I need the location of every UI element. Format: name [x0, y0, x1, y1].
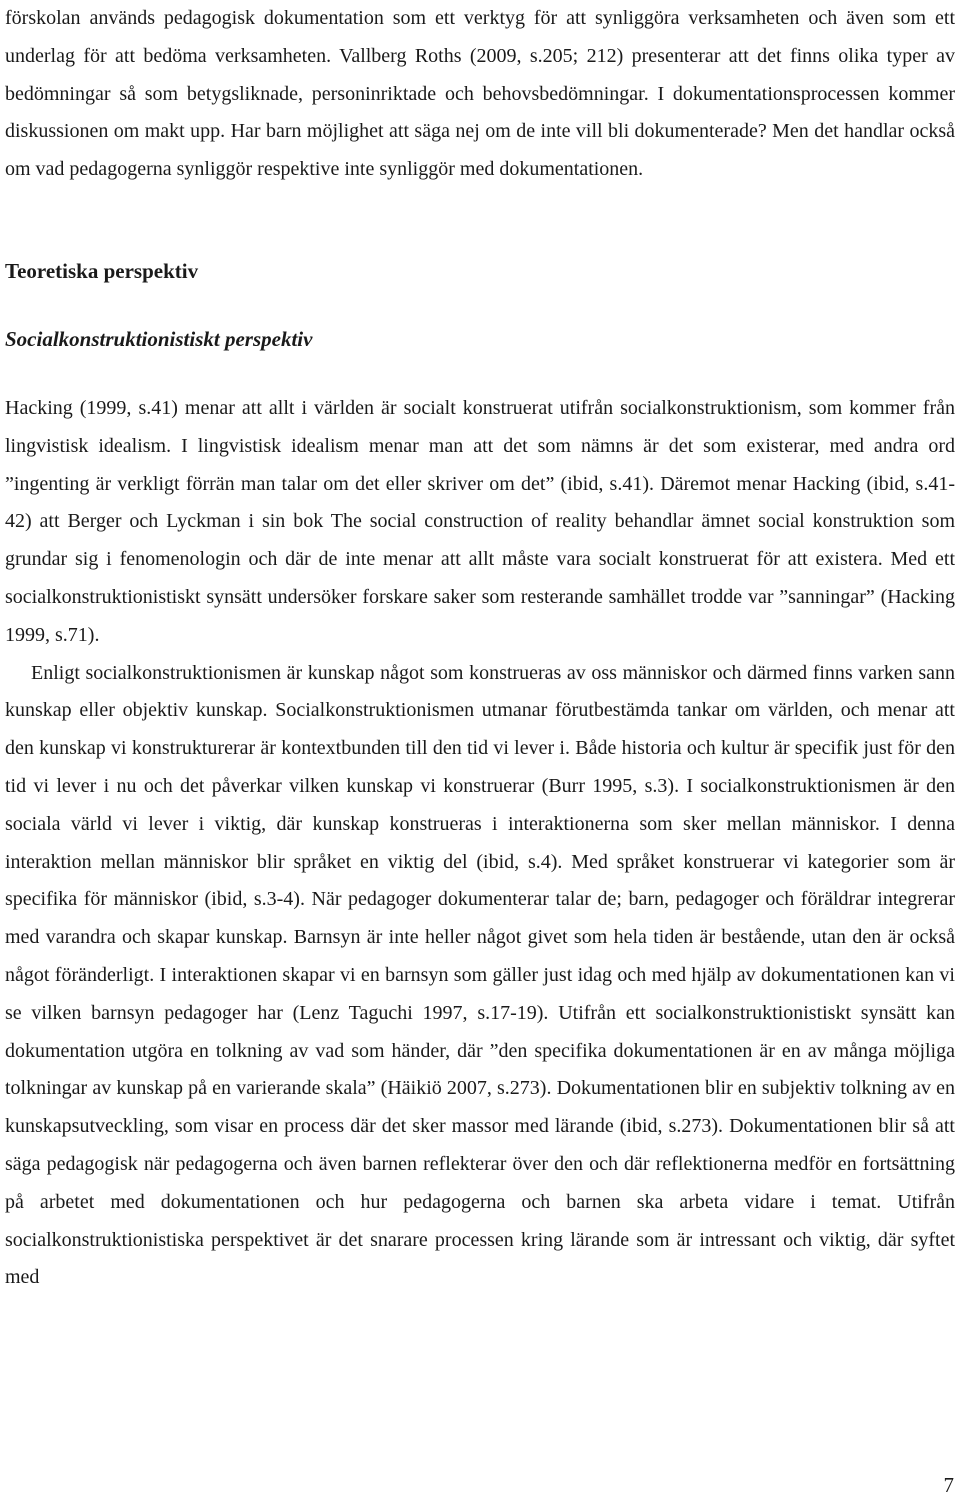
intro-paragraph: förskolan används pedagogisk dokumentation som ett verktyg för att synliggöra verksamheten och även som ett underlag för att bedöma verksamheten. Vallberg Roths (2009, s.205; 212) presenterar att det finns olika typer av bedömningar så som betygsliknade, personinriktade och behovsbedömningar. I dokumentationsprocessen kommer diskussionen om makt upp. Har barn möjlighet att säga nej om de inte vill bli dokumenterade? Men det handlar också om vad pedagogerna synliggör respektive inte synliggör med dokumentationen.: [5, 7, 955, 181]
section-heading: Teoretiska perspektiv: [5, 259, 199, 283]
body-text-block: [5, 390, 955, 1297]
page-number: 7: [943, 1473, 954, 1497]
subsection-heading: Socialkonstruktionistiskt perspektiv: [5, 327, 313, 351]
body-paragraph-1: Hacking (1999, s.41) menar att allt i världen är socialt konstruerat utifrån socialkonstruktionism, som kommer från lingvistisk idealism. I lingvistisk idealism menar man att det som nämns är det som existerar, med andra ord ”ingenting är verkligt förrän man talar om det eller skriver om det” (ibid, s.41). Däremot menar Hacking (ibid, s.41-42) att Berger och Lyckman i sin bok The social construction of reality behandlar ämnet social konstruktion som grundar sig i fenomenologin och där de inte menar att allt måste vara socialt konstruerat för att existera. Med ett socialkonstruktionistiskt synsätt undersöker forskare saker som resterande samhället trodde var ”sanningar” (Hacking 1999, s.71).: [5, 397, 955, 646]
intro-text-block: [5, 0, 955, 189]
body-paragraph-2: Enligt socialkonstruktionismen är kunskap något som konstrueras av oss människor och därmed finns varken sann kunskap eller objektiv kunskap. Socialkonstruktionismen utmanar förutbestämda tankar om världen, och menar att den kunskap vi konstrukturerar är kontextbunden till den tid vi lever i. Både historia och kultur är specifik just för den tid vi lever i nu och det påverkar vilken kunskap vi konstruerar (Burr 1995, s.3). I socialkonstruktionismen är den sociala värld vi lever i viktig, där kunskap konstrueras i interaktionerna som sker mellan människor. I denna interaktion mellan människor blir språket en viktig del (ibid, s.4). Med språket konstruerar vi kategorier som är specifika för människor (ibid, s.3-4). När pedagoger dokumenterar talar de; barn, pedagoger och föräldrar integrerar med varandra och skapar kunskap. Barnsyn är inte heller något givet som hela tiden är bestående, utan den är också något föränderligt. I interaktionen skapar vi en barnsyn som gäller just idag och med hjälp av dokumentationen kan vi se vilken barnsyn pedagoger har (Lenz Taguchi 1997, s.17-19). Utifrån ett socialkonstruktionistiskt synsätt kan dokumentation utgöra en tolkning av vad som händer, där ”den specifika dokumentationen är en av många möjliga tolkningar av kunskap på en varierande skala” (Häikiö 2007, s.273). Dokumentationen blir en subjektiv tolkning av en kunskapsutveckling, som visar en process där det sker massor med lärande (ibid, s.273). Dokumentationen blir så att säga pedagogisk när pedagogerna och även barnen reflekterar över den och där reflektionerna medför en fortsättning på arbetet med dokumentationen och hur pedagogerna och barnen ska arbeta vidare i temat. Utifrån socialkonstruktionistiska perspektivet är det snarare processen kring lärande som är intressant och viktig, där syftet med: [5, 661, 955, 1289]
